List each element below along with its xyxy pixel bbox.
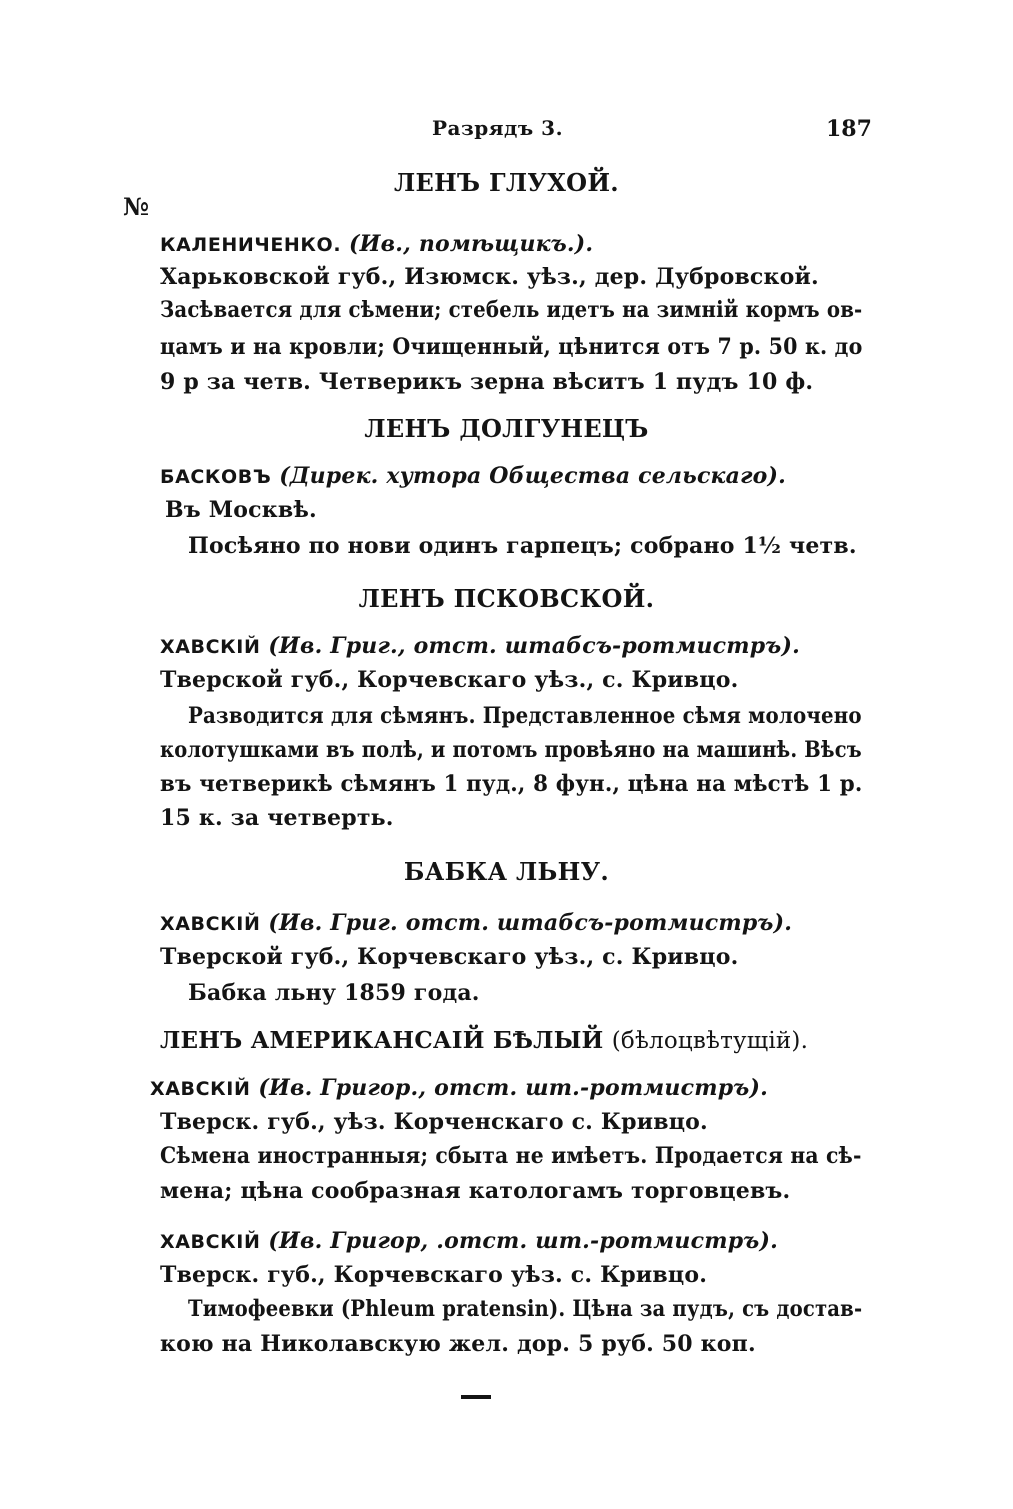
exhibitor-note: (Дирек. хутора Общества сельскаго). [279, 463, 786, 489]
section-heading: ЛЕНЪ ПСКОВСКОЙ. [358, 584, 655, 613]
description-line: цамъ и на кровли; Очищенный, цѣнится отъ 7 р. 50 к. до [160, 334, 863, 360]
description-line: Разводится для сѣмянъ. Представленное сѣмя молочено [188, 703, 862, 729]
exhibitor-line [160, 633, 800, 659]
running-title: Разрядъ 3. [432, 116, 564, 140]
section-heading: ЛЕНЪ АМЕРИКАНСАІЙ БѢЛЫЙ [160, 1027, 604, 1054]
exhibitor-note: (Ив. Григор., отст. шт.-ротмистръ). [258, 1075, 768, 1101]
section-heading: ЛЕНЪ ДОЛГУНЕЦЪ [364, 414, 649, 443]
page-number: 187 [826, 116, 872, 142]
section-heading-line [160, 1027, 808, 1054]
section-heading: ЛЕНЪ ГЛУХОЙ. [394, 168, 619, 197]
location-line: Тверской губ., Корчевскаго уѣз., с. Кривцо. [160, 667, 739, 693]
description-line: 9 р за четв. Четверикъ зерна вѣситъ 1 пудъ 10 ф. [160, 369, 814, 395]
description-line: Бабка льну 1859 года. [188, 980, 480, 1006]
column-label: № [123, 192, 150, 221]
description-line: мена; цѣна сообразная катологамъ торговцевъ. [160, 1178, 791, 1204]
description-line: Засѣвается для сѣмени; стебель идетъ на зимній кормъ ов- [160, 297, 863, 323]
section-heading-note: (бѣлоцвѣтущій). [611, 1028, 809, 1054]
exhibitor-line [160, 1228, 778, 1254]
description-line: кою на Николавскую жел. дор. 5 руб. 50 коп. [160, 1331, 756, 1357]
description-line: Сѣмена иностранныя; сбыта не имѣетъ. Продается на сѣ- [160, 1143, 862, 1169]
exhibitor-line [160, 910, 792, 936]
location-line: Харьковской губ., Изюмск. уѣз., дер. Дубровской. [160, 264, 819, 290]
exhibitor-note: (Ив. Григ. отст. штабсъ-ротмистръ). [268, 910, 793, 936]
description-line: Посѣяно по нови одинъ гарпецъ; собрано 1½ четв. [188, 533, 857, 559]
section-heading: БАБКА ЛЬНУ. [403, 857, 610, 886]
exhibitor-name: ХАВСКІЙ [160, 1231, 261, 1253]
footer-dash [461, 1395, 491, 1399]
exhibitor-note: (Ив. Григор, .отст. шт.-ротмистръ). [268, 1228, 778, 1254]
exhibitor-note: (Ив. Григ., отст. штабсъ-ротмистръ). [268, 633, 800, 659]
exhibitor-note: (Ив., помѣщикъ.). [349, 231, 594, 257]
description-line: въ четверикѣ сѣмянъ 1 пуд., 8 фун., цѣна на мѣстѣ 1 р. [160, 771, 863, 797]
exhibitor-name: ХАВСКІЙ [150, 1078, 251, 1100]
exhibitor-line [160, 463, 786, 489]
exhibitor-name: КАЛЕНИЧЕНКО. [160, 234, 342, 256]
exhibitor-name: БАСКОВЪ [160, 466, 272, 488]
location-line: Въ Москвѣ. [165, 497, 317, 523]
description-line: Тимофеевки (Phleum pratensin). Цѣна за пудъ, съ достав- [188, 1296, 863, 1322]
exhibitor-line [160, 231, 593, 257]
location-line: Тверск. губ., Корчевскаго уѣз. с. Кривцо. [160, 1262, 708, 1288]
exhibitor-line [150, 1075, 768, 1101]
location-line: Тверской губ., Корчевскаго уѣз., с. Кривцо. [160, 944, 739, 970]
description-line: колотушками въ полѣ, и потомъ провѣяно на машинѣ. Вѣсъ [160, 737, 862, 763]
description-line: 15 к. за четверть. [160, 805, 394, 831]
location-line: Тверск. губ., уѣз. Корченскаго с. Кривцо. [160, 1109, 708, 1135]
exhibitor-name: ХАВСКІЙ [160, 913, 261, 935]
exhibitor-name: ХАВСКІЙ [160, 636, 261, 658]
